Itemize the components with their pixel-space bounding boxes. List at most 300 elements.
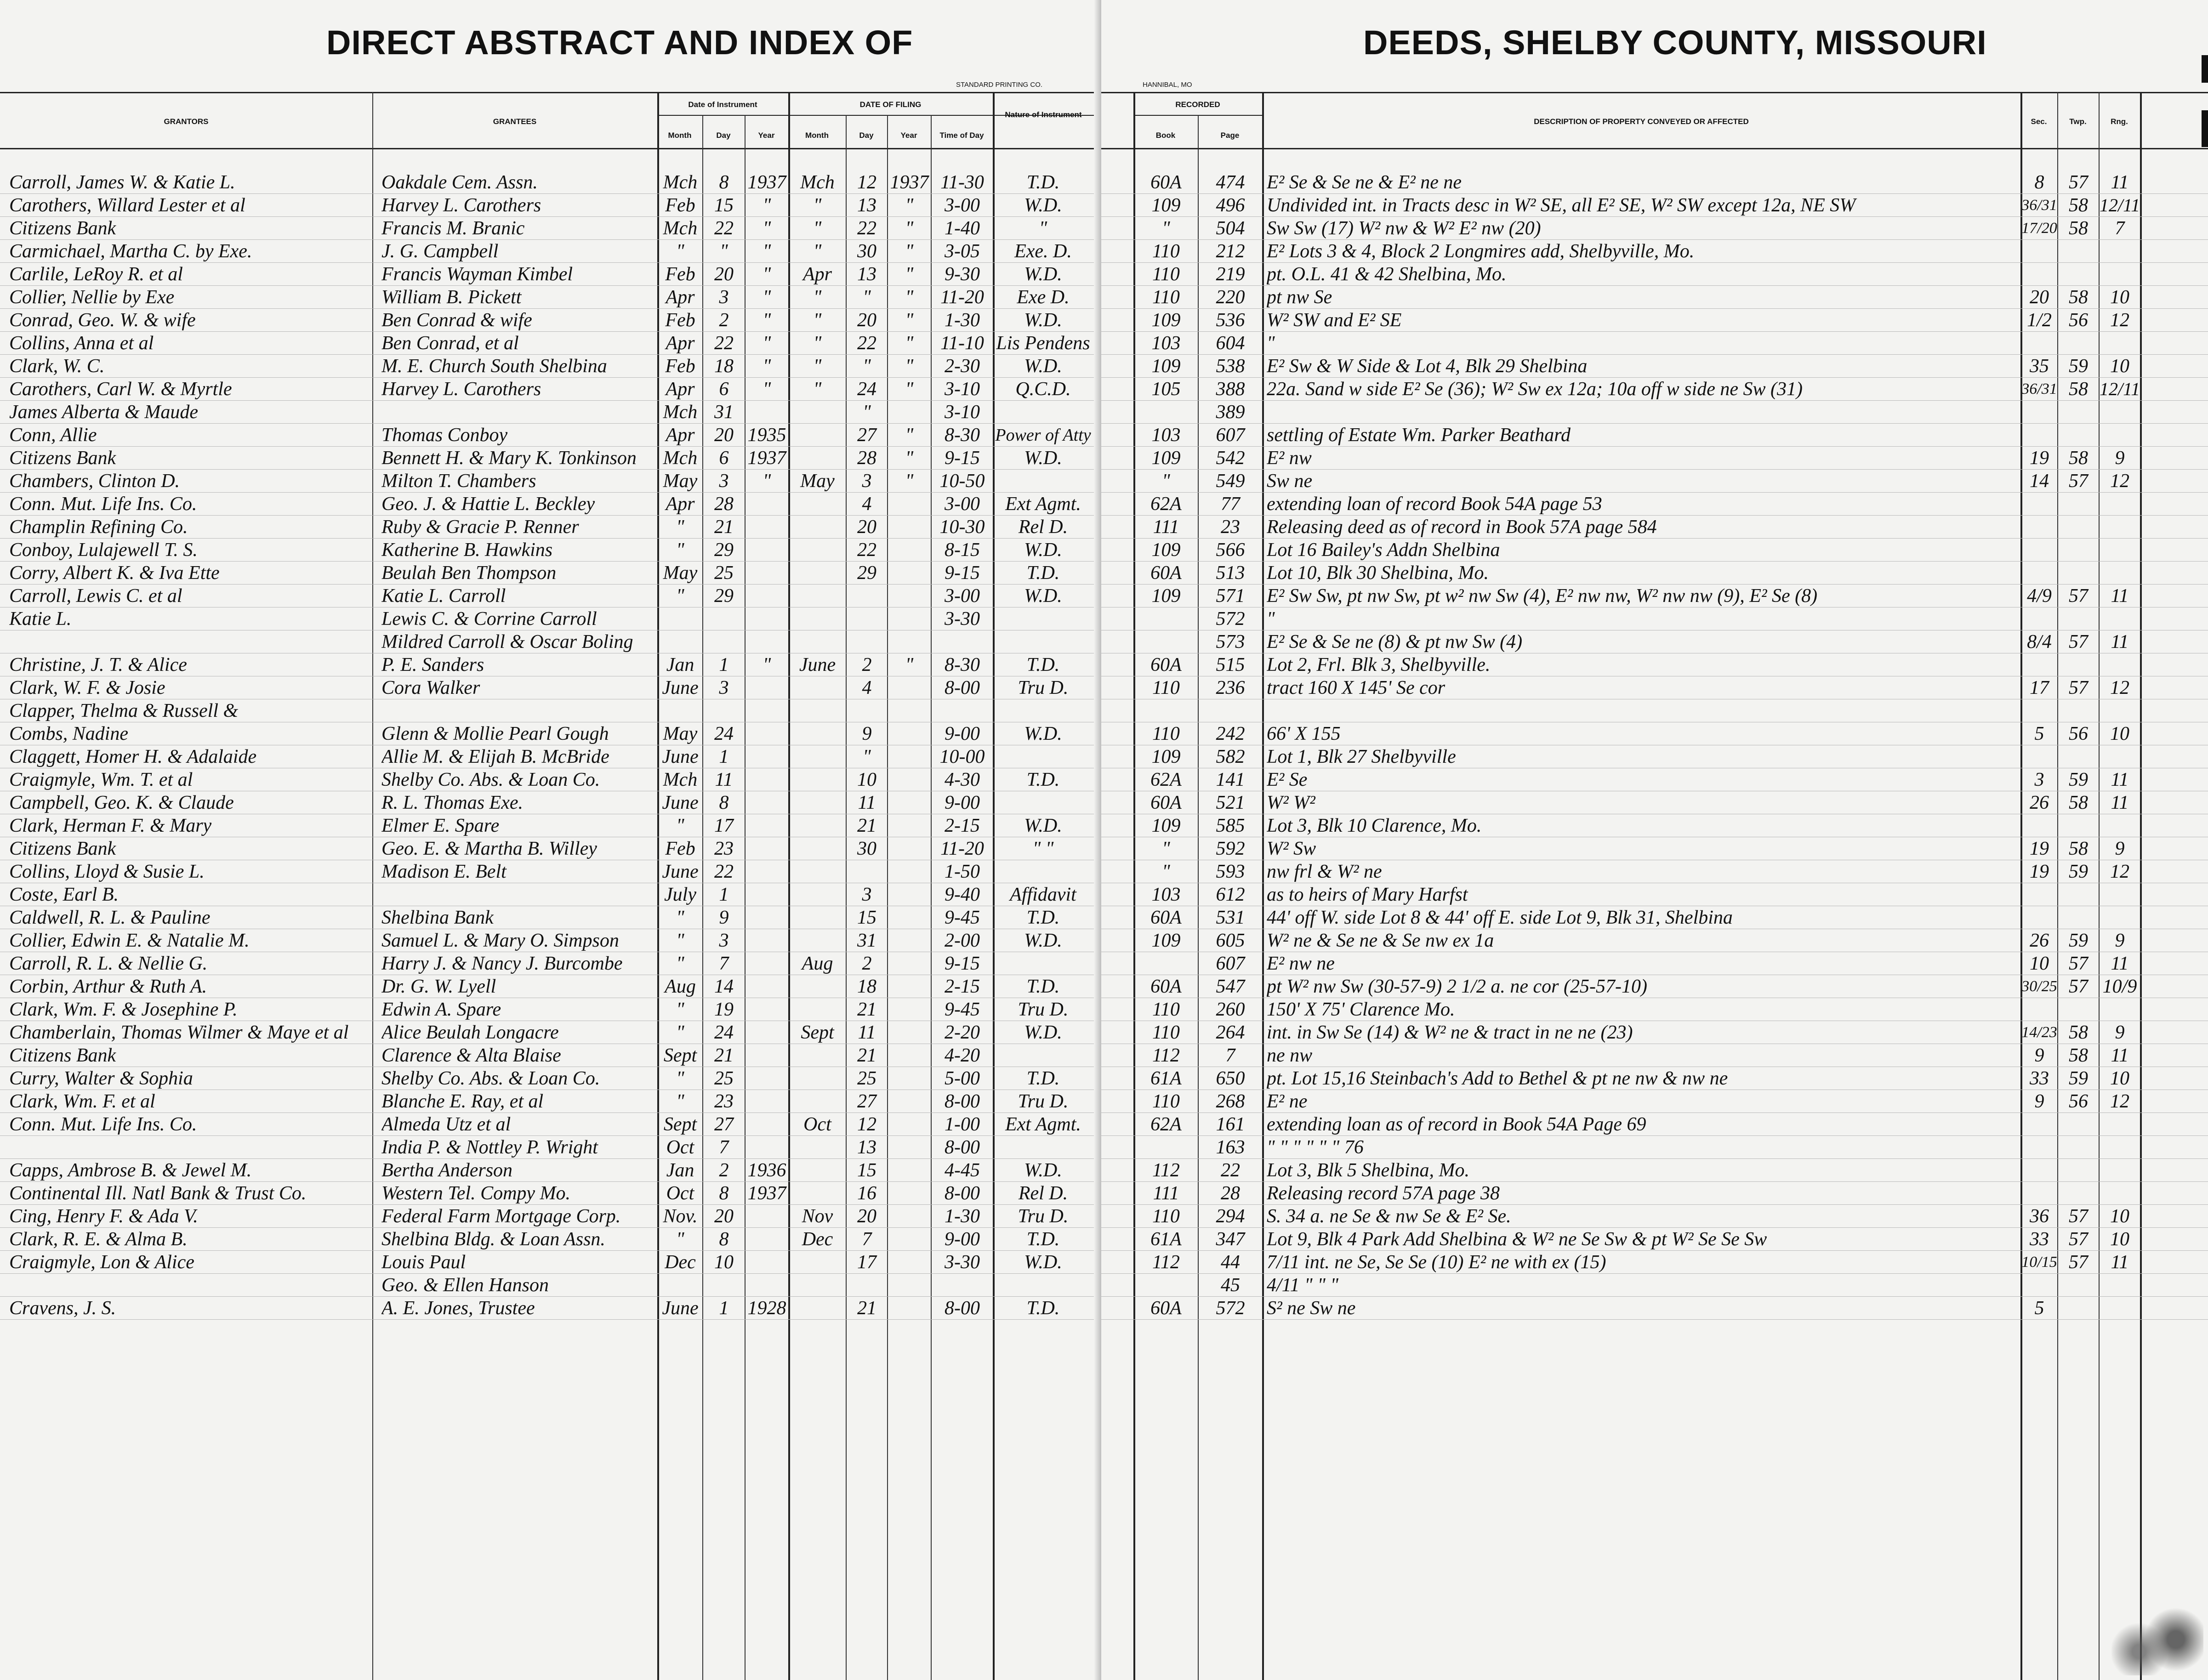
instrument-day-cell: " — [720, 241, 728, 262]
page-cell: 585 — [1216, 815, 1245, 836]
twp-cell — [2058, 654, 2099, 675]
sec-cell: 35 — [2030, 356, 2049, 377]
grantee-cell: Alice Beulah Longacre — [381, 1022, 559, 1043]
filing-month-cell — [789, 1068, 846, 1089]
grantor-cell: Collier, Nellie by Exe — [9, 287, 175, 308]
nature-cell — [994, 700, 1093, 721]
rng-cell: 7 — [2115, 218, 2125, 239]
description-cell: 4/11 " " " — [1267, 1275, 1338, 1296]
description-cell: S² ne Sw ne — [1267, 1298, 1356, 1319]
book-cell: 109 — [1151, 195, 1181, 216]
page-cell: 566 — [1216, 539, 1245, 561]
book-cell: 61A — [1150, 1068, 1182, 1089]
filing-month-cell: " — [813, 218, 822, 239]
instrument-month-cell: " — [676, 1091, 684, 1112]
nature-cell — [994, 861, 1093, 882]
instrument-day-cell: 19 — [714, 999, 734, 1020]
description-cell: 22a. Sand w side E² Se (36); W² Sw ex 12a; 10a off w side ne Sw (31) — [1267, 379, 1803, 400]
sec-cell — [2021, 815, 2057, 836]
twp-cell — [2058, 516, 2099, 538]
nature-cell: W.D. — [1024, 1022, 1062, 1043]
rng-cell — [2100, 516, 2140, 538]
right-entry-row — [1101, 607, 2208, 630]
filing-day-cell: 27 — [857, 1091, 876, 1112]
filing-month-cell — [789, 1091, 846, 1112]
time-of-day-cell: 9-00 — [945, 723, 980, 744]
filing-day-cell: 4 — [862, 494, 872, 515]
instrument-year-cell — [745, 585, 788, 607]
description-cell: E² Lots 3 & 4, Block 2 Longmires add, Shelbyville, Mo. — [1267, 241, 1695, 262]
description-cell: extending loan of record Book 54A page 53 — [1267, 494, 1602, 515]
grantee-cell — [381, 884, 653, 905]
filing-month-cell — [789, 769, 846, 790]
description-cell: W² W² — [1267, 792, 1315, 813]
instrument-month-cell: Oct — [666, 1183, 694, 1204]
rng-cell: 10/9 — [2102, 976, 2137, 997]
sec-cell: 17 — [2030, 677, 2049, 698]
grantor-cell: Campbell, Geo. K. & Claude — [9, 792, 234, 813]
twp-cell: 58 — [2069, 448, 2088, 469]
filing-year-cell — [888, 1114, 931, 1135]
instrument-day-cell: 20 — [714, 425, 734, 446]
left-entry-row — [0, 814, 1101, 837]
filing-day-cell: 22 — [857, 218, 876, 239]
grantor-cell — [9, 1275, 372, 1296]
time-of-day-cell: 9-15 — [945, 448, 980, 469]
book-cell — [1134, 631, 1198, 653]
grantee-cell: Francis M. Branic — [381, 218, 525, 239]
filing-year-cell — [888, 907, 931, 928]
description-cell: settling of Estate Wm. Parker Beathard — [1267, 425, 1571, 446]
instrument-month-cell: Mch — [663, 218, 698, 239]
instrument-month-cell: Feb — [665, 264, 695, 285]
page-cell: 44 — [1221, 1252, 1240, 1273]
grantee-cell: J. G. Campbell — [381, 241, 499, 262]
nature-cell — [994, 953, 1093, 974]
instrument-day-cell: 3 — [719, 287, 729, 308]
right-entry-row — [1101, 516, 2208, 539]
book-cell: 109 — [1151, 746, 1181, 767]
nature-cell: T.D. — [1026, 1068, 1060, 1089]
description-cell: as to heirs of Mary Harfst — [1267, 884, 1468, 905]
instrument-year-cell — [745, 1275, 788, 1296]
rng-cell: 11 — [2111, 631, 2129, 653]
page-header: Page — [1220, 131, 1240, 140]
filing-day-cell: 20 — [857, 310, 876, 331]
sec-cell: 19 — [2030, 861, 2049, 882]
instrument-month-cell: June — [662, 677, 699, 698]
instrument-year-cell: " — [763, 654, 771, 675]
filing-month-cell — [789, 448, 846, 469]
instrument-year-cell — [745, 861, 788, 882]
page-cell: 605 — [1216, 930, 1245, 951]
nature-cell — [994, 631, 1093, 653]
rng-cell: 9 — [2115, 448, 2125, 469]
row-rule — [0, 1319, 1101, 1320]
filing-day-cell: " — [863, 402, 871, 423]
grantor-cell: Coste, Earl B. — [9, 884, 119, 905]
grantee-cell: Samuel L. & Mary O. Simpson — [381, 930, 619, 951]
filing-day-cell: 20 — [857, 516, 876, 538]
instrument-month-cell — [658, 700, 702, 721]
instrument-year-cell — [745, 1137, 788, 1158]
page-cell — [1199, 700, 1262, 721]
sec-cell: 14 — [2030, 471, 2049, 492]
page-cell: 513 — [1216, 562, 1245, 584]
filing-year-cell — [888, 1298, 931, 1319]
time-of-day-cell: 2-15 — [945, 976, 980, 997]
filing-month-cell: Apr — [803, 264, 832, 285]
twp-cell — [2058, 1137, 2099, 1158]
filing-month-cell — [789, 425, 846, 446]
filing-day-cell: 7 — [862, 1229, 872, 1250]
grantor-cell: Clark, W. F. & Josie — [9, 677, 165, 698]
filing-year-cell — [888, 1068, 931, 1089]
filing-day-cell: " — [863, 287, 871, 308]
instrument-day-cell: 17 — [714, 815, 734, 836]
grantor-cell: Clark, Herman F. & Mary — [9, 815, 212, 836]
time-of-day-cell: 4-30 — [945, 769, 980, 790]
page-cell: 7 — [1225, 1045, 1235, 1066]
book-cell: 103 — [1151, 884, 1181, 905]
right-entry-row — [1101, 1182, 2208, 1205]
rng-cell — [2100, 494, 2140, 515]
rng-cell: 12/11 — [2100, 379, 2140, 399]
grantee-cell: Louis Paul — [381, 1252, 466, 1273]
rng-cell — [2100, 907, 2140, 928]
filing-year-header: Year — [900, 131, 917, 140]
grantee-cell: Elmer E. Spare — [381, 815, 500, 836]
filing-day-cell: 17 — [857, 1252, 876, 1273]
twp-cell: 59 — [2069, 356, 2088, 377]
instrument-month-cell: " — [676, 585, 684, 607]
book-cell: 60A — [1150, 654, 1182, 675]
book-cell: 112 — [1152, 1160, 1180, 1181]
nature-cell: T.D. — [1026, 1229, 1060, 1250]
page-cell: 22 — [1221, 1160, 1240, 1181]
page-cell: 573 — [1216, 631, 1245, 653]
nature-cell: Ext Agmt. — [1005, 494, 1081, 515]
description-cell: pt nw Se — [1267, 287, 1332, 308]
filing-month-cell: May — [800, 471, 835, 492]
nature-cell: Tru D. — [1018, 677, 1069, 698]
instrument-day-cell: 20 — [714, 264, 734, 285]
instrument-day-header: Day — [716, 131, 731, 140]
nature-cell: T.D. — [1026, 172, 1060, 193]
description-cell: " — [1267, 608, 1275, 630]
grantees-header: GRANTEES — [493, 117, 537, 126]
grantor-cell: Christine, J. T. & Alice — [9, 654, 187, 675]
grantee-cell: Ruby & Gracie P. Renner — [381, 516, 579, 538]
filing-month-cell — [789, 815, 846, 836]
filing-year-cell — [888, 1022, 931, 1043]
grantor-cell: Citizens Bank — [9, 838, 116, 859]
description-cell: " " " " " " 76 — [1267, 1137, 1364, 1158]
description-cell: ne nw — [1267, 1045, 1313, 1066]
grantor-cell: Conn. Mut. Life Ins. Co. — [9, 494, 197, 515]
grantee-cell: Bennett H. & Mary K. Tonkinson — [381, 448, 637, 469]
left-entry-row — [0, 1067, 1101, 1090]
grantee-cell: William B. Pickett — [381, 287, 522, 308]
twp-header: Twp. — [2069, 117, 2087, 126]
time-of-day-cell: 4-20 — [945, 1045, 980, 1066]
instrument-month-cell: " — [676, 516, 684, 538]
left-entry-row — [0, 171, 1101, 194]
rng-cell — [2100, 1137, 2140, 1158]
description-cell: E² ne — [1267, 1091, 1308, 1112]
twp-cell — [2058, 402, 2099, 423]
instrument-month-cell: June — [662, 792, 699, 813]
filing-year-cell: " — [905, 425, 914, 446]
twp-cell: 56 — [2069, 1091, 2088, 1112]
page-cell: 592 — [1216, 838, 1245, 859]
rng-cell — [2100, 654, 2140, 675]
instrument-month-cell: Mch — [663, 402, 698, 423]
grantor-cell: Carothers, Willard Lester et al — [9, 195, 245, 216]
right-entry-row — [1101, 630, 2208, 653]
page-cell: 260 — [1216, 999, 1245, 1020]
filing-day-cell: 30 — [857, 838, 876, 859]
row-rule — [1101, 1319, 2208, 1320]
description-cell: Lot 16 Bailey's Addn Shelbina — [1267, 539, 1500, 561]
instrument-month-cell — [658, 631, 702, 653]
book-cell: 110 — [1152, 999, 1180, 1020]
instrument-month-cell: June — [662, 746, 699, 767]
sec-cell — [2021, 494, 2057, 515]
time-of-day-cell: 8-00 — [945, 1137, 980, 1158]
right-entry-row — [1101, 814, 2208, 837]
instrument-year-cell: " — [763, 241, 771, 262]
filing-day-cell: 22 — [857, 539, 876, 561]
instrument-year-cell — [745, 1045, 788, 1066]
right-entry-row — [1101, 1251, 2208, 1274]
sec-cell: 30/25 — [2021, 978, 2057, 995]
right-ledger-page — [1101, 0, 2208, 1680]
filing-month-cell — [789, 1298, 846, 1319]
instrument-day-cell: 2 — [719, 1160, 729, 1181]
grantee-cell: Katherine B. Hawkins — [381, 539, 553, 561]
book-cell: 110 — [1152, 677, 1180, 698]
filing-day-cell — [847, 861, 887, 882]
instrument-month-cell: Apr — [666, 379, 695, 400]
instrument-year-cell: 1937 — [747, 448, 786, 469]
rng-cell: 11 — [2111, 1252, 2129, 1273]
filing-year-cell: " — [905, 264, 914, 285]
instrument-day-cell: 20 — [714, 1206, 734, 1227]
instrument-day-cell: 1 — [719, 746, 729, 767]
nature-cell — [994, 746, 1093, 767]
filing-day-cell: 21 — [857, 815, 876, 836]
time-of-day-cell: 2-00 — [945, 930, 980, 951]
rng-cell: 12 — [2110, 677, 2129, 698]
filing-day-cell: 16 — [857, 1183, 876, 1204]
grantee-cell: Geo. & Ellen Hanson — [381, 1275, 549, 1296]
time-of-day-cell — [932, 1275, 993, 1296]
book-cell: 62A — [1150, 769, 1182, 790]
nature-cell: Rel D. — [1018, 1183, 1068, 1204]
instrument-year-cell — [745, 1252, 788, 1273]
rng-cell — [2100, 1160, 2140, 1181]
page-cell: 212 — [1216, 241, 1245, 262]
filing-month-cell: " — [813, 287, 822, 308]
description-cell: extending loan as of record in Book 54A Page 69 — [1267, 1114, 1646, 1135]
left-entry-row — [0, 1274, 1101, 1297]
rng-cell — [2100, 815, 2140, 836]
filing-month-cell — [789, 631, 846, 653]
sec-cell — [2021, 608, 2057, 630]
twp-cell — [2058, 1114, 2099, 1135]
book-cell: 109 — [1151, 585, 1181, 607]
nature-cell: Q.C.D. — [1015, 379, 1071, 400]
sec-cell: 26 — [2030, 930, 2049, 951]
instrument-year-cell: " — [763, 218, 771, 239]
instrument-month-cell: Apr — [666, 494, 695, 515]
right-entry-row — [1101, 1297, 2208, 1320]
nature-cell: T.D. — [1026, 976, 1060, 997]
instrument-day-cell: 8 — [719, 1229, 729, 1250]
filing-day-cell: 15 — [857, 1160, 876, 1181]
grantee-cell — [381, 700, 653, 721]
grantor-cell: Conn. Mut. Life Ins. Co. — [9, 1114, 197, 1135]
book-cell: 62A — [1150, 1114, 1182, 1135]
filing-year-cell — [888, 1206, 931, 1227]
instrument-month-cell: Jan — [666, 654, 694, 675]
filing-year-cell — [888, 884, 931, 905]
rng-cell — [2100, 746, 2140, 767]
book-cell: 109 — [1151, 448, 1181, 469]
right-entry-row — [1101, 952, 2208, 975]
filing-day-cell: 2 — [862, 654, 872, 675]
left-entry-row — [0, 745, 1101, 768]
instrument-day-cell: 1 — [719, 654, 729, 675]
twp-cell: 57 — [2069, 1229, 2088, 1250]
description-cell: pt. O.L. 41 & 42 Shelbina, Mo. — [1267, 264, 1507, 285]
sec-cell: 9 — [2034, 1045, 2044, 1066]
filing-month-cell — [789, 1183, 846, 1204]
time-of-day-cell: 9-15 — [945, 562, 980, 584]
filing-month-cell: Oct — [803, 1114, 831, 1135]
instrument-day-cell: 18 — [714, 356, 734, 377]
filing-year-cell — [888, 815, 931, 836]
recorded-header: RECORDED — [1175, 100, 1220, 109]
page-cell: 542 — [1216, 448, 1245, 469]
twp-cell: 58 — [2069, 792, 2088, 813]
grantor-cell: Craigmyle, Wm. T. et al — [9, 769, 193, 790]
instrument-year-cell — [745, 999, 788, 1020]
filing-year-cell: 1937 — [890, 172, 929, 193]
right-entry-row — [1101, 1274, 2208, 1297]
instrument-day-cell: 6 — [719, 448, 729, 469]
grantee-cell: R. L. Thomas Exe. — [381, 792, 523, 813]
instrument-month-cell — [658, 1275, 702, 1296]
grantee-cell: Ben Conrad & wife — [381, 310, 532, 331]
sec-cell: 3 — [2034, 769, 2044, 790]
instrument-day-cell: 9 — [719, 907, 729, 928]
nature-cell: W.D. — [1024, 1160, 1062, 1181]
page-cell: 607 — [1216, 953, 1245, 974]
date-of-instrument-header: Date of Instrument — [688, 100, 757, 109]
nature-cell — [994, 1275, 1093, 1296]
instrument-year-cell — [745, 1091, 788, 1112]
rng-cell: 10 — [2110, 1206, 2129, 1227]
index-tab — [2202, 55, 2208, 83]
twp-cell: 58 — [2069, 218, 2088, 239]
page-cell: 268 — [1216, 1091, 1245, 1112]
instrument-month-cell: " — [676, 1022, 684, 1043]
left-entry-row — [0, 240, 1101, 263]
grantor-cell: Curry, Walter & Sophia — [9, 1068, 193, 1089]
instrument-month-cell: " — [676, 1229, 684, 1250]
description-cell: Lot 3, Blk 10 Clarence, Mo. — [1267, 815, 1482, 836]
grantor-cell: Carlile, LeRoy R. et al — [9, 264, 183, 285]
sec-cell: 17/20 — [2021, 220, 2057, 237]
description-cell: Releasing deed as of record in Book 57A page 584 — [1267, 516, 1657, 538]
left-entry-row — [0, 1159, 1101, 1182]
grantor-cell: Carothers, Carl W. & Myrtle — [9, 379, 232, 400]
description-cell: " — [1267, 333, 1275, 354]
instrument-year-cell — [745, 1206, 788, 1227]
nature-cell: Affidavit — [1010, 884, 1076, 905]
sec-cell: 36 — [2030, 1206, 2049, 1227]
left-entry-row — [0, 883, 1101, 906]
page-cell: 531 — [1216, 907, 1245, 928]
sec-cell — [2021, 999, 2057, 1020]
sec-cell — [2021, 333, 2057, 354]
description-cell — [1267, 402, 2018, 423]
left-entry-row — [0, 286, 1101, 309]
sec-cell: 10/15 — [2021, 1254, 2057, 1271]
twp-cell — [2058, 425, 2099, 446]
twp-cell — [2058, 539, 2099, 561]
book-cell: 110 — [1152, 1091, 1180, 1112]
page-cell: 650 — [1216, 1068, 1245, 1089]
filing-year-cell — [888, 562, 931, 584]
time-of-day-cell — [932, 700, 993, 721]
nature-cell: Exe D. — [1017, 287, 1070, 308]
left-entry-row — [0, 929, 1101, 952]
rng-cell — [2100, 608, 2140, 630]
right-entry-row — [1101, 883, 2208, 906]
page-cell: 45 — [1221, 1275, 1240, 1296]
sec-cell: 5 — [2034, 1298, 2044, 1319]
left-entry-row — [0, 722, 1101, 745]
grantor-cell: Combs, Nadine — [9, 723, 129, 744]
right-entry-row — [1101, 493, 2208, 516]
time-of-day-cell: 3-00 — [945, 494, 980, 515]
rng-cell: 12/11 — [2100, 195, 2140, 216]
instrument-day-cell: 22 — [714, 218, 734, 239]
grantors-header: GRANTORS — [164, 117, 209, 126]
rng-cell — [2100, 884, 2140, 905]
grantor-cell: Corbin, Arthur & Ruth A. — [9, 976, 207, 997]
grantee-cell: Harvey L. Carothers — [381, 195, 541, 216]
left-entry-row — [0, 630, 1101, 653]
sec-cell: 36/31 — [2021, 197, 2057, 214]
left-entry-row — [0, 562, 1101, 585]
filing-month-cell: June — [799, 654, 836, 675]
rng-cell — [2100, 402, 2140, 423]
filing-day-cell: 24 — [857, 379, 876, 400]
instrument-day-cell: 23 — [714, 838, 734, 859]
instrument-month-cell: May — [663, 723, 698, 744]
instrument-day-cell: 8 — [719, 1183, 729, 1204]
right-entry-row — [1101, 355, 2208, 378]
instrument-year-cell — [745, 769, 788, 790]
right-entry-row — [1101, 1090, 2208, 1113]
instrument-year-cell — [745, 884, 788, 905]
grantee-cell: Bertha Anderson — [381, 1160, 513, 1181]
left-entry-row — [0, 263, 1101, 286]
